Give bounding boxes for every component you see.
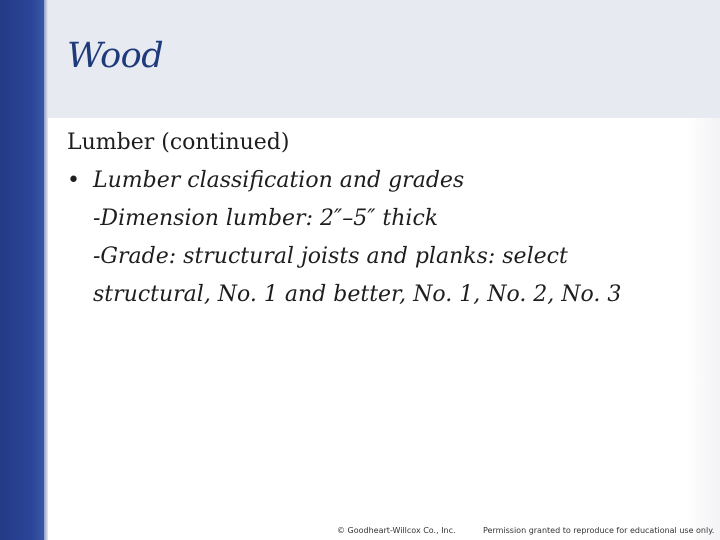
section-heading: Lumber (continued) — [67, 130, 290, 155]
bullet-text: Lumber classification and grades — [93, 168, 465, 193]
bullet-icon: • — [67, 168, 80, 193]
sub-item-grade: -Grade: structural joists and planks: select structural, No. 1 and better, No. 1, No. 2, No. 3 — [93, 244, 622, 307]
bullet-item — [67, 162, 677, 200]
left-accent-bar — [0, 0, 44, 540]
right-shadow — [686, 118, 720, 540]
slide-title: Wood — [67, 36, 164, 76]
footer-copyright: © Goodheart-Willcox Co., Inc. — [337, 526, 456, 535]
footer-permission: Permission granted to reproduce for educational use only. — [483, 526, 715, 535]
slide-body — [67, 124, 677, 314]
sub-item-dimension: -Dimension lumber: 2″–5″ thick — [93, 206, 439, 231]
